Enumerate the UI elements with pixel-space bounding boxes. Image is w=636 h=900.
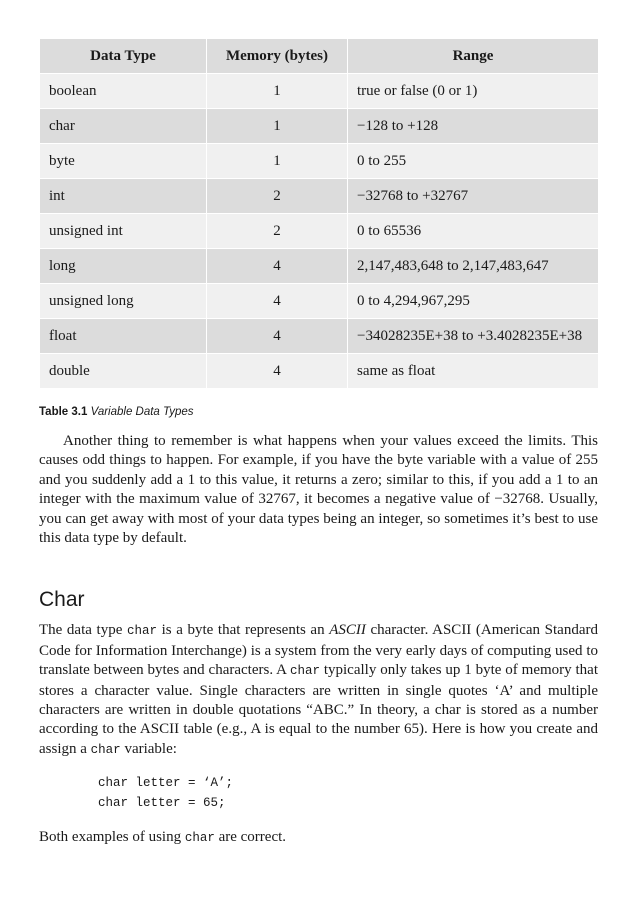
cell-memory: 1	[207, 109, 348, 144]
cell-range: −128 to +128	[348, 109, 599, 144]
table-caption	[39, 406, 598, 418]
text-span: are correct.	[214, 829, 287, 846]
italic-term: ASCII	[329, 622, 366, 639]
table-row	[40, 249, 599, 284]
closing-paragraph	[39, 828, 598, 848]
cell-type: unsigned int	[40, 214, 207, 249]
text-span: Both examples of using	[39, 829, 185, 846]
table-row	[40, 179, 599, 214]
code-line: char letter = ‘A’;	[98, 776, 234, 791]
data-types-table	[39, 38, 599, 389]
text-span: The data type	[39, 622, 127, 639]
cell-range: true or false (0 or 1)	[348, 74, 599, 109]
code-block	[39, 774, 598, 813]
cell-type: long	[40, 249, 207, 284]
cell-range: −34028235E+38 to +3.4028235E+38	[348, 319, 599, 354]
inline-code: char	[184, 831, 215, 846]
cell-range: 0 to 4,294,967,295	[348, 284, 599, 319]
table-row	[40, 109, 599, 144]
cell-memory: 2	[207, 179, 348, 214]
cell-range: 0 to 255	[348, 144, 599, 179]
table-row	[40, 354, 599, 389]
cell-memory: 4	[207, 249, 348, 284]
cell-range: same as float	[348, 354, 599, 389]
cell-range: −32768 to +32767	[348, 179, 599, 214]
cell-memory: 1	[207, 144, 348, 179]
header-data-type: Data Type	[40, 39, 207, 74]
section-heading: Char	[39, 588, 85, 612]
cell-memory: 1	[207, 74, 348, 109]
table-row	[40, 74, 599, 109]
cell-type: char	[40, 109, 207, 144]
cell-type: float	[40, 319, 207, 354]
cell-type: unsigned long	[40, 284, 207, 319]
cell-memory: 4	[207, 354, 348, 389]
inline-code: char	[90, 742, 121, 757]
cell-type: byte	[40, 144, 207, 179]
inline-code: char	[126, 624, 157, 639]
cell-type: int	[40, 179, 207, 214]
text-span: variable:	[120, 740, 177, 757]
table-row	[40, 319, 599, 354]
table-row	[40, 284, 599, 319]
limits-paragraph: Another thing to remember is what happens when your values exceed the limits. This causes odd things to happen. For example, if you have the byte variable with a value of 255 and you suddenly add a 1 to this value, it returns a zero; similar to this, if you add a 1 to an integer with the maximum value of 32767, it becomes a negative value of −32768. Usually, you can get away with most of your data types being an integer, so sometimes it’s best to use this data type by default.	[39, 433, 598, 547]
cell-memory: 2	[207, 214, 348, 249]
cell-type: boolean	[40, 74, 207, 109]
cell-type: double	[40, 354, 207, 389]
code-line: char letter = 65;	[98, 795, 226, 810]
inline-code: char	[289, 664, 320, 679]
table-header-row	[40, 39, 599, 74]
header-memory: Memory (bytes)	[207, 39, 348, 74]
caption-number: Table 3.1	[39, 406, 88, 418]
char-paragraph	[39, 621, 598, 760]
header-range: Range	[348, 39, 599, 74]
text-span: typically only takes up 1 byte of memory that stores a character value. Single characters are written in single quotes ‘A’ and multiple characters are written in double quotations “ABC.” In theory, a char is stored as a number according to the ASCII table (e.g., A is equal to the number 65). Here is how you create and assign a	[39, 662, 598, 757]
table-row	[40, 144, 599, 179]
cell-memory: 4	[207, 284, 348, 319]
text-span: character. ASCII (American Standard Code for Information Interchange) is a system from the very early days of computing used to translate between bytes and characters. A	[39, 622, 598, 679]
cell-memory: 4	[207, 319, 348, 354]
table-row	[40, 214, 599, 249]
page-content	[39, 38, 598, 849]
cell-range: 2,147,483,648 to 2,147,483,647	[348, 249, 599, 284]
text-span: is a byte that represents an	[156, 622, 330, 639]
cell-range: 0 to 65536	[348, 214, 599, 249]
caption-title: Variable Data Types	[90, 406, 194, 418]
